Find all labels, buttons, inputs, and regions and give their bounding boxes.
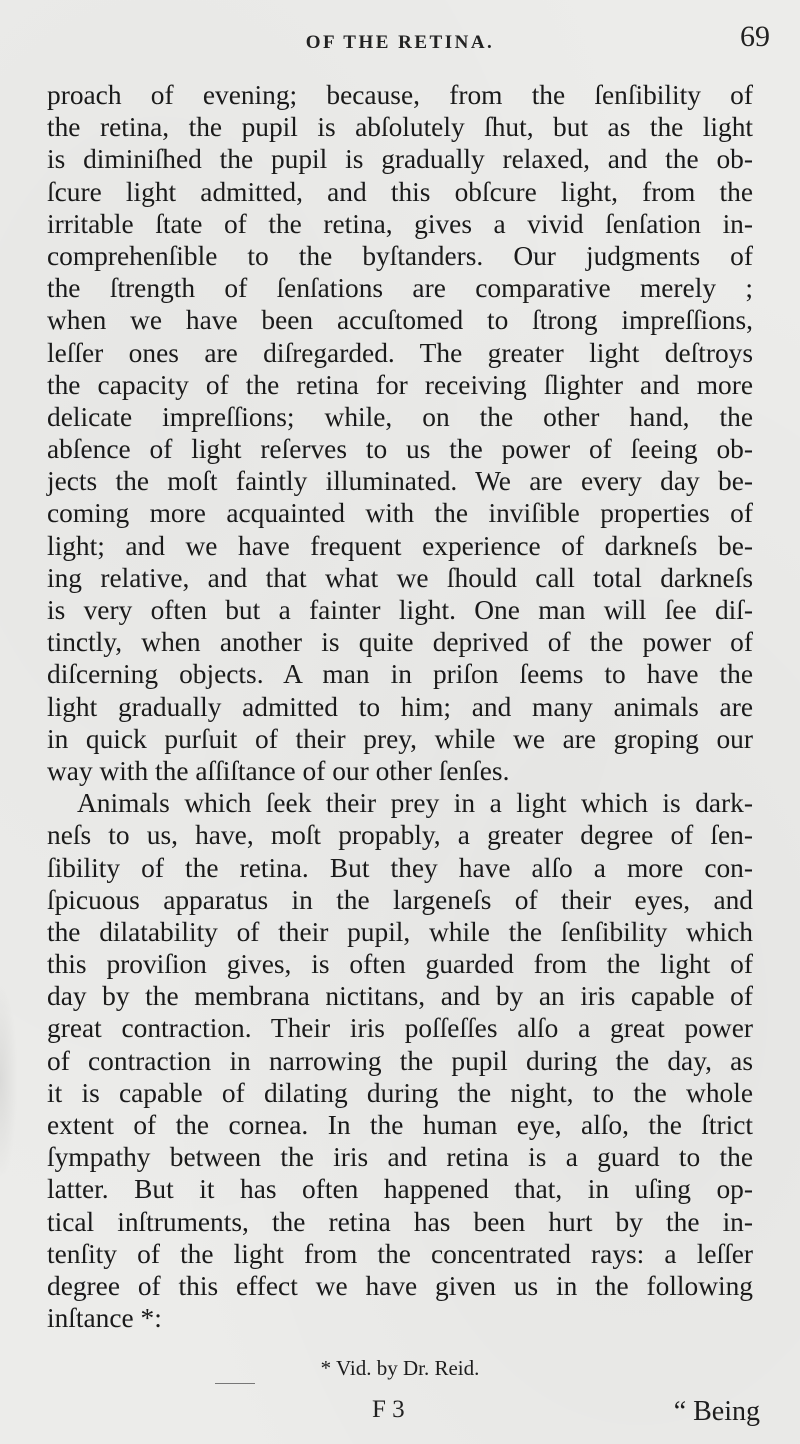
text-line: tinctly, when another is quite deprived of the power of (47, 627, 753, 658)
text-line: ſympathy between the iris and retina is a guard to the (47, 1142, 753, 1173)
text-line: ſibility of the retina. But they have alſo a more con- (47, 852, 753, 883)
footnote: * Vid. by Dr. Reid. (320, 1356, 480, 1380)
page-number: 69 (740, 20, 770, 53)
text-line: it is capable of dilating during the night, to the whole (47, 1077, 753, 1108)
running-title: OF THE RETINA. (305, 32, 495, 53)
text-line: irritable ſtate of the retina, gives a vivid ſenſation in- (47, 208, 753, 239)
text-line: proach of evening; because, from the ſenſibility of (47, 80, 753, 110)
page-stain (0, 980, 18, 1180)
text-line: in quick purſuit of their prey, while we are groping our (47, 723, 753, 754)
text-line: tenſity of the light from the concentrated rays: a leſſer (47, 1238, 753, 1269)
text-line: day by the membrana nictitans, and by an iris capable of (47, 981, 753, 1012)
text-line: comprehenſible to the byſtanders. Our judgments of (47, 240, 753, 271)
text-line: is very often but a fainter light. One man will ſee diſ- (47, 595, 753, 625)
text-line: light; and we have frequent experience of darkneſs be- (47, 530, 753, 561)
text-line: ſcure light admitted, and this obſcure light, from the (47, 176, 753, 207)
text-line: diſcerning objects. A man in priſon ſeems to have the (47, 659, 753, 690)
text-line: delicate impreſſions; while, on the other hand, the (47, 401, 753, 432)
text-line: great contraction. Their iris poſſeſſes alſo a great power (47, 1013, 753, 1044)
text-line: neſs to us, have, moſt propably, a greater degree of ſen- (47, 820, 753, 851)
text-line: way with the aſſiſtance of our other ſenſes. (47, 755, 510, 786)
text-line: latter. But it has often happened that, in uſing op- (47, 1174, 753, 1205)
text-line: leſſer ones are diſregarded. The greater light deſtroys (47, 337, 753, 368)
text-line: the ſtrength of ſenſations are comparative merely ; (47, 273, 753, 304)
text-line: light gradually admitted to him; and many animals are (47, 691, 753, 722)
catchword: “ Being (673, 1396, 760, 1427)
text-line: this proviſion gives, is often guarded from the light of (47, 949, 753, 980)
text-line: extent of the cornea. In the human eye, alſo, the ſtrict (47, 1110, 753, 1140)
text-line: ing relative, and that what we ſhould call total darkneſs (47, 562, 753, 593)
text-line: Animals which ſeek their prey in a light which is dark- (77, 788, 753, 819)
text-line: degree of this effect we have given us in the following (47, 1270, 753, 1301)
text-line: ſpicuous apparatus in the largeneſs of their eyes, and (47, 884, 753, 915)
text-line: when we have been accuſtomed to ſtrong impreſſions, (47, 305, 753, 336)
text-line: jects the moſt faintly illuminated. We are every day be- (47, 466, 753, 497)
footnote-rule (215, 1383, 255, 1384)
text-line: inſtance *: (47, 1303, 162, 1334)
signature-mark: F 3 (372, 1396, 405, 1423)
text-line: the capacity of the retina for receiving ſlighter and more (47, 369, 753, 400)
text-line: tical inſtruments, the retina has been hurt by the in- (47, 1206, 753, 1237)
text-line: of contraction in narrowing the pupil during the day, as (47, 1045, 753, 1076)
text-line: coming more acquainted with the inviſible properties of (47, 498, 753, 529)
text-line: abſence of light reſerves to us the power of ſeeing ob- (47, 434, 753, 465)
text-line: the dilatability of their pupil, while the ſenſibility which (47, 916, 753, 947)
body-text (47, 79, 753, 1334)
text-line: the retina, the pupil is abſolutely ſhut, but as the light (47, 112, 753, 143)
text-line: is diminiſhed the pupil is gradually relaxed, and the ob- (47, 144, 753, 175)
